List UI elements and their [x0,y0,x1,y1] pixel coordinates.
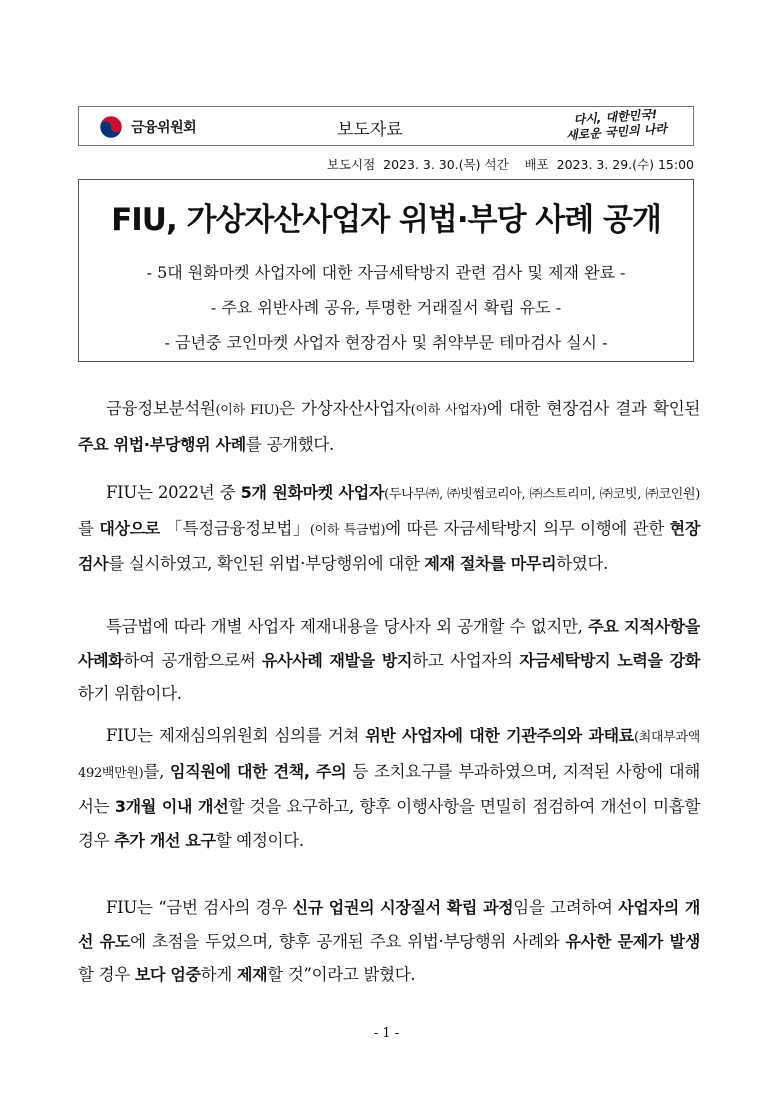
page-number: - 1 - [373,1026,400,1041]
slogan [560,106,672,144]
header-box [78,106,694,146]
main-title: FIU, 가상자산사업자 위법·부당 사례 공개 [111,202,661,238]
slogan-line-2: 새로운 국민의 나라 [565,121,668,143]
subtitle-3: - 금년중 코인마켓 사업자 현장검사 및 취약부문 테마검사 실시 - [164,333,608,352]
paragraph-2: FIU는 2022년 중 5개 원화마켓 사업자(두나무㈜, ㈜빗썸코리아, ㈜스트리미, ㈜코빗, ㈜코인원)를 대상으로 「특정금융정보법」(이하 특금법)에 따른 자금세탁방지 의무 이행에 관한 현장 검사를 실시하였고, 확인된 위법·부당행위에 대한 제재 절차를 마무리하였다. [78,483,700,573]
subtitle-1: - 5대 원화마켓 사업자에 대한 자금세탁방지 관련 검사 및 제재 완료 - [146,263,626,282]
paragraph-5: FIU는 “금번 검사의 경우 신규 업권의 시장질서 확립 과정임을 고려하여 사업자의 개선 유도에 초점을 두었으며, 향후 공개된 주요 위법·부당행위 사례와 유사한 문제가 발생할 경우 보다 엄중하게 제재할 것”이라고 밝혔다. [78,898,700,984]
doc-type: 보도자료 [337,120,403,140]
paragraph-3: 특금법에 따라 개별 사업자 제재내용을 당사자 외 공개할 수 없지만, 주요 지적사항을 사례화하여 공개함으로써 유사사례 재발을 방지하고 사업자의 자금세탁방지 노력을 강화하기 위함이다. [78,617,700,703]
org-name: 금융위원회 [131,120,197,136]
government-logo-icon [99,115,123,139]
paragraph-4: FIU는 제재심의위원회 심의를 거쳐 위반 사업자에 대한 기관주의와 과태료(최대부과액 492백만원)를, 임직원에 대한 견책, 주의 등 조치요구를 부과하였으며, 지적된 사항에 대해서는 3개월 이내 개선할 것을 요구하고, 향후 이행사항을 면밀히 점검하여 개선이 미흡할 경우 추가 개선 요구할 예정이다. [78,726,701,850]
paragraph-1: 금융정보분석원(이하 FIU)은 가상자산사업자(이하 사업자)에 대한 현장검사 결과 확인된 주요 위법·부당행위 사례를 공개했다. [78,399,701,454]
release-info: 보도시점 2023. 3. 30.(목) 석간 배포 2023. 3. 29.(수) 15:00 [326,157,694,172]
title-box [78,179,694,362]
subtitle-2: - 주요 위반사례 공유, 투명한 거래질서 확립 유도 - [210,298,562,317]
slogan-line-1: 다시, 대한민국! [573,107,658,127]
